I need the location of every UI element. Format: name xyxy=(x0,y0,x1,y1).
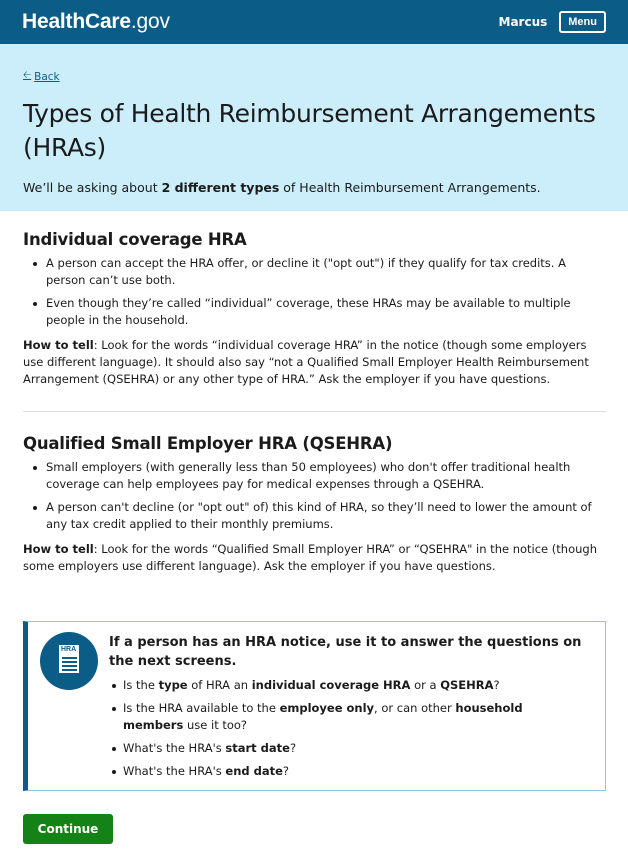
hero-banner xyxy=(0,44,628,211)
qsehra-bullets xyxy=(23,459,606,533)
healthcare-gov-logo[interactable]: HealthCare.gov xyxy=(22,10,170,33)
list-item: Is the type of HRA an individual coverage HRA or a QSEHRA? xyxy=(109,677,579,694)
back-label: Back xyxy=(34,70,60,83)
back-link[interactable] xyxy=(23,68,60,85)
list-item: Is the HRA available to the employee only, or can other household members use it too? xyxy=(109,700,579,734)
list-item: What's the HRA's end date? xyxy=(109,763,579,780)
document-shape xyxy=(58,644,80,674)
callout-questions xyxy=(109,677,579,786)
page-title: Types of Health Reimbursement Arrangements (HRAs) xyxy=(23,99,596,162)
list-item: A person can accept the HRA offer, or decline it ("opt out") if they qualify for tax credits. A person can’t use both. xyxy=(23,255,606,289)
section-title-individual-coverage-hra: Individual coverage HRA xyxy=(23,230,247,249)
callout-title: If a person has an HRA notice, use it to answer the questions on the next screens. xyxy=(109,635,582,669)
individual-hra-bullets xyxy=(23,255,606,329)
site-header xyxy=(0,0,628,44)
main-content xyxy=(0,230,628,575)
arrow-left-icon: 🡠 xyxy=(23,70,32,81)
continue-button[interactable]: Continue xyxy=(23,814,113,844)
list-item: What's the HRA's start date? xyxy=(109,740,579,757)
section-divider xyxy=(23,411,606,412)
menu-button[interactable]: Menu xyxy=(559,11,606,33)
how-to-tell-individual: How to tell: Look for the words “individual coverage HRA” in the notice (though some employers use different language). It should also say “not a Qualified Small Employer Health Reimbursement Arrangement (QSEHRA) or any other type of HRA.” Ask the employer if you have questions. xyxy=(23,338,589,386)
section-title-qsehra: Qualified Small Employer HRA (QSEHRA) xyxy=(23,434,393,453)
intro-text: We’ll be asking about 2 different types of Health Reimbursement Arrangements. xyxy=(23,180,541,195)
hra-document-icon xyxy=(40,632,98,690)
list-item: A person can't decline (or "opt out" of) this kind of HRA, so they’ll need to lower the amount of any tax credit applied to their monthly premiums. xyxy=(23,499,606,533)
hra-icon-label: HRA xyxy=(61,646,77,653)
username-link[interactable]: Marcus xyxy=(498,15,548,29)
hra-notice-callout xyxy=(23,621,606,791)
how-to-tell-qsehra: How to tell: Look for the words “Qualified Small Employer HRA” or “QSEHRA" in the notice (though some employers use different language). Ask the employer if you have questions. xyxy=(23,542,597,573)
list-item: Small employers (with generally less than 50 employees) who don't offer traditional health coverage can help employees pay for medical expenses through a QSEHRA. xyxy=(23,459,606,493)
list-item: Even though they’re called “individual” coverage, these HRAs may be available to multiple people in the household. xyxy=(23,295,606,329)
header-right xyxy=(499,11,607,33)
